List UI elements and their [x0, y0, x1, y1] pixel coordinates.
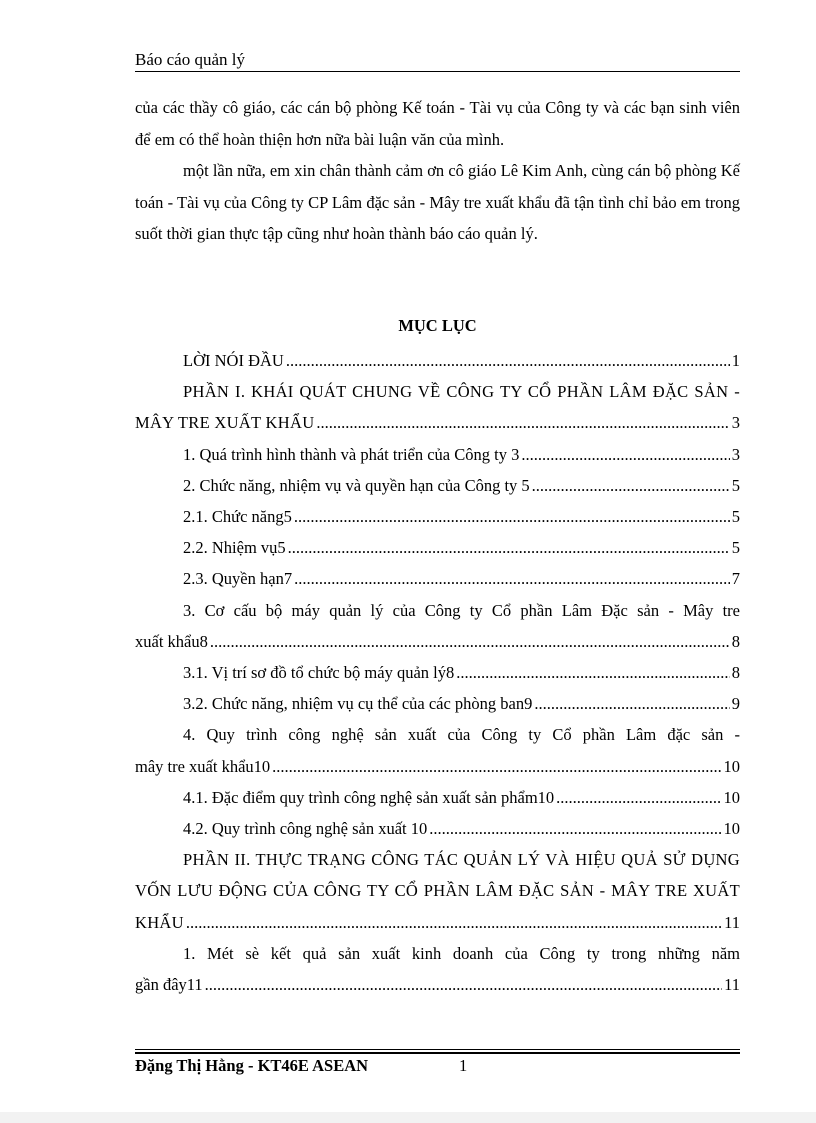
toc-entry[interactable] — [135, 345, 740, 376]
toc-leader — [456, 657, 729, 688]
toc-page-number: 3 — [731, 413, 740, 433]
toc-entry-text: 2.2. Nhiệm vụ5 — [183, 538, 286, 558]
page-bottom-edge — [0, 1112, 816, 1123]
toc-leader — [210, 626, 730, 657]
toc-entry[interactable] — [135, 782, 740, 813]
intro-paragraph-1: của các thầy cô giáo, các cán bộ phòng Kế toán - Tài vụ của Công ty và các bạn sinh viên để em có thể hoàn thiện hơn nữa bài luận văn của mình. — [135, 98, 740, 149]
toc-entry-text: 1. Quá trình hình thành và phát triển của Công ty 3 — [183, 444, 520, 464]
toc-entry-text-cont: KHẨU — [135, 912, 184, 932]
footer-author: Đặng Thị Hằng - KT46E ASEAN — [135, 1056, 369, 1075]
toc-page-number: 7 — [731, 569, 740, 589]
toc-entry[interactable] — [135, 688, 740, 719]
toc-leader — [294, 563, 730, 594]
toc-page-number: 8 — [731, 663, 740, 683]
toc-leader — [294, 501, 730, 532]
table-of-contents — [135, 345, 740, 1000]
toc-entry-text-cont: MÂY TRE XUẤT KHẨU — [135, 413, 315, 433]
toc-page-number: 5 — [731, 475, 740, 495]
toc-entry-text: 3. Cơ cấu bộ máy quản lý của Công ty Cổ phần Lâm Đặc sản - Mây tre — [183, 600, 740, 620]
toc-leader — [186, 907, 722, 938]
toc-leader — [534, 688, 729, 719]
toc-entry-text: 1. Mét sè kết quả sản xuất kinh doanh của Công ty trong những năm — [183, 943, 740, 963]
toc-leader — [288, 532, 730, 563]
toc-page-number: 9 — [731, 694, 740, 714]
toc-entry[interactable] — [135, 470, 740, 501]
toc-entry-text-cont: gần đây11 — [135, 975, 203, 995]
toc-entry-text: 2.3. Quyền hạn7 — [183, 569, 293, 589]
toc-entry[interactable] — [135, 813, 740, 844]
toc-entry-text-cont: VỐN LƯU ĐỘNG CỦA CÔNG TY CỔ PHẦN LÂM ĐẶC SẢN - MÂY TRE XUẤT — [135, 881, 740, 901]
toc-leader — [316, 407, 729, 438]
toc-leader — [205, 969, 722, 1000]
toc-entry-text: PHẦN I. KHÁI QUÁT CHUNG VỀ CÔNG TY CỔ PHẦN LÂM ĐẶC SẢN - — [183, 382, 740, 402]
toc-page-number: 8 — [731, 631, 740, 651]
toc-entry[interactable] — [135, 719, 740, 781]
toc-entry-text: 3.2. Chức năng, nhiệm vụ cụ thể của các phòng ban9 — [183, 694, 533, 714]
toc-entry-text-cont: xuất khẩu8 — [135, 631, 208, 651]
toc-page-number: 5 — [731, 507, 740, 527]
intro-paragraph-2: một lần nữa, em xin chân thành cảm ơn cô giáo Lê Kim Anh, cùng cán bộ phòng Kế toán - Tài vụ của Công ty CP Lâm đặc sản - Mây tre xuất khẩu đã tận tình chỉ bảo em trong suốt thời gian thực tập cũng như hoàn thành báo cáo quản lý. — [135, 161, 740, 243]
toc-entry[interactable] — [135, 657, 740, 688]
toc-entry[interactable] — [135, 532, 740, 563]
toc-page-number: 10 — [723, 756, 740, 776]
toc-entry-text: 4.1. Đặc điểm quy trình công nghệ sản xuất sản phẩm10 — [183, 787, 555, 807]
toc-page-number: 1 — [731, 351, 740, 370]
toc-page-number: 3 — [731, 444, 740, 464]
toc-leader — [286, 345, 730, 376]
toc-entry[interactable] — [135, 376, 740, 438]
running-header: Báo cáo quản lý — [135, 50, 245, 69]
footer-rule-thick — [135, 1052, 740, 1054]
toc-entry-text: 2.1. Chức năng5 — [183, 507, 292, 527]
toc-leader — [556, 782, 721, 813]
footer-page-number: 1 — [459, 1056, 468, 1075]
header-rule — [135, 71, 740, 72]
toc-leader — [272, 751, 721, 782]
toc-entry[interactable] — [135, 501, 740, 532]
toc-leader — [532, 470, 730, 501]
toc-page-number: 5 — [731, 538, 740, 558]
toc-entry[interactable] — [135, 844, 740, 938]
toc-entry[interactable] — [135, 563, 740, 594]
toc-leader — [521, 439, 729, 470]
toc-entry-text-cont: mây tre xuất khẩu10 — [135, 756, 271, 776]
toc-entry[interactable] — [135, 938, 740, 1000]
footer-rule — [135, 1049, 740, 1050]
toc-page-number: 10 — [723, 819, 740, 839]
toc-page-number: 11 — [724, 975, 740, 995]
toc-entry-text: 2. Chức năng, nhiệm vụ và quyền hạn của Công ty 5 — [183, 475, 530, 495]
intro-section — [135, 92, 740, 250]
toc-entry-text: 3.1. Vị trí sơ đồ tổ chức bộ máy quản lý8 — [183, 663, 455, 683]
toc-page-number: 11 — [724, 912, 740, 932]
toc-entry[interactable] — [135, 439, 740, 470]
toc-page-number: 10 — [723, 787, 740, 807]
toc-entry-text: LỜI NÓI ĐẦU — [183, 351, 284, 370]
toc-entry[interactable] — [135, 595, 740, 657]
toc-leader — [429, 813, 721, 844]
toc-entry-text: 4.2. Quy trình công nghệ sản xuất 10 — [183, 819, 428, 839]
toc-entry-text: PHẦN II. THỰC TRẠNG CÔNG TÁC QUẢN LÝ VÀ HIỆU QUẢ SỬ DỤNG — [183, 850, 740, 870]
toc-entry-text: 4. Quy trình công nghệ sản xuất của Công ty Cổ phần Lâm đặc sản - — [183, 725, 740, 745]
toc-title: MỤC LỤC — [398, 316, 477, 335]
